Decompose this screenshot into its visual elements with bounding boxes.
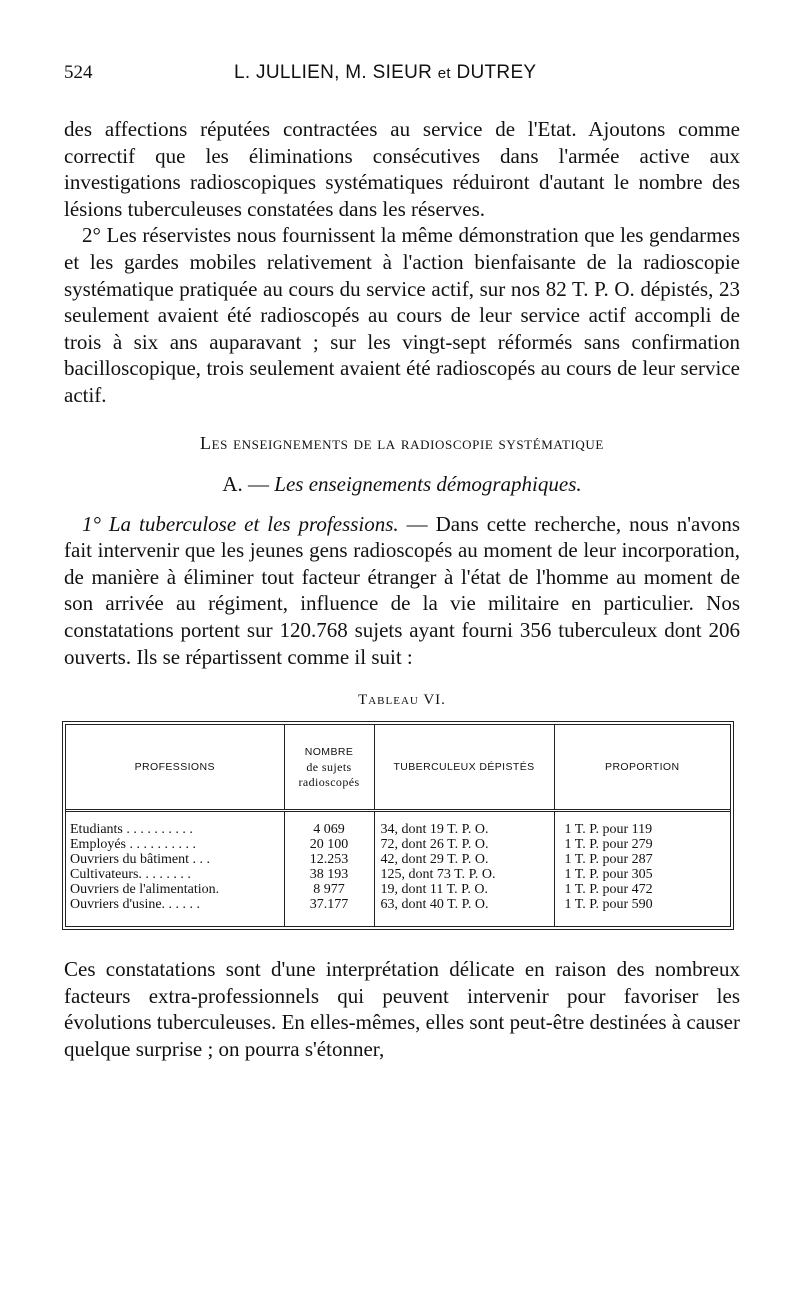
table-row (66, 882, 730, 897)
header-nombre (284, 725, 374, 811)
running-head (64, 62, 740, 92)
cell-proportion: 1 T. P. pour 305 (564, 867, 653, 883)
cell-nombre: 38 193 (284, 867, 374, 882)
table-row (66, 837, 730, 852)
subsection-prefix: A. — (222, 471, 275, 496)
section-title-text: Les enseignements de la radioscopie systématique (200, 432, 604, 453)
header-nombre-line3: radioscopés (298, 774, 360, 789)
professions-table (66, 725, 730, 926)
table-row (66, 852, 730, 867)
section-title (64, 433, 740, 454)
paragraph-3-text: — Dans cette recherche, nous n'avons fait intervenir que les jeunes gens radioscopés au moment de leur incorporation, de manière à éliminer tout facteur étranger à l'état de l'homme au moment de son arrivée au régiment, influence de la vie militaire en particulier. Nos constatations portent sur 120.768 sujets ayant fourni 356 tuberculeux dont 206 ouverts. Ils se répartissent comme il suit : (64, 511, 740, 669)
cell-proportion: 1 T. P. pour 119 (564, 822, 653, 838)
header-proportion: PROPORTION (554, 725, 730, 811)
table-row (66, 811, 730, 838)
cell-profession: Cultivateurs. . . . . . . . (66, 867, 284, 882)
cell-tuberculeux: 72, dont 26 T. P. O. (374, 837, 554, 852)
table-row (66, 867, 730, 882)
header-nombre-line1: NOMBRE (304, 745, 354, 758)
header-tuberculeux: TUBERCULEUX DÉPISTÉS (374, 725, 554, 811)
cell-nombre: 20 100 (284, 837, 374, 852)
table-header-row (66, 725, 730, 811)
paragraph-3 (64, 511, 740, 671)
paragraph-3-title: 1° La tuberculose et les professions. (82, 511, 399, 536)
cell-nombre: 8 977 (284, 882, 374, 897)
subsection-title (64, 472, 740, 497)
page-number: 524 (64, 62, 93, 83)
paragraph-4: Ces constatations sont d'une interprétation délicate en raison des nombreux facteurs extra-professionnels qui peuvent intervenir pour favoriser les évolutions tuberculeuses. En elles-mêmes, elles sont peut-être destinées à causer quelque surprise ; on pourra s'étonner, (64, 957, 740, 1061)
cell-profession: Ouvriers du bâtiment . . . (66, 852, 284, 867)
cell-proportion: 1 T. P. pour 279 (564, 837, 653, 853)
cell-profession: Ouvriers d'usine. . . . . . (66, 897, 284, 926)
cell-profession: Ouvriers de l'alimentation. (66, 882, 284, 897)
cell-profession: Etudiants . . . . . . . . . . (66, 811, 284, 838)
cell-tuberculeux: 125, dont 73 T. P. O. (374, 867, 554, 882)
cell-proportion: 1 T. P. pour 472 (564, 882, 653, 898)
cell-proportion: 1 T. P. pour 590 (564, 897, 653, 913)
cell-profession: Employés . . . . . . . . . . (66, 837, 284, 852)
subsection-title-text: Les enseignements démographiques. (274, 471, 582, 496)
authors-names: L. JULLIEN, M. SIEUR (234, 62, 433, 83)
cell-tuberculeux: 63, dont 40 T. P. O. (374, 897, 554, 926)
header-nombre-line2: de sujets (306, 759, 352, 774)
cell-tuberculeux: 42, dont 29 T. P. O. (374, 852, 554, 867)
page (64, 62, 740, 1062)
cell-tuberculeux: 19, dont 11 T. P. O. (374, 882, 554, 897)
authors-last: DUTREY (456, 62, 537, 83)
paragraph-1: des affections réputées contractées au service de l'Etat. Ajoutons comme correctif que les éliminations consécutives dans l'armée active aux investigations radioscopiques systématiques réduiront d'autant le nombre des lésions tuberculeuses constatées dans les réserves. (64, 117, 740, 221)
cell-tuberculeux: 34, dont 19 T. P. O. (374, 811, 554, 838)
table-caption-text: Tableau VI. (358, 692, 446, 709)
table-inner-frame (65, 724, 731, 927)
cell-proportion: 1 T. P. pour 287 (564, 852, 653, 868)
table-row (66, 897, 730, 926)
header-professions: PROFESSIONS (66, 725, 284, 811)
running-head-authors (234, 62, 536, 84)
cell-nombre: 12.253 (284, 852, 374, 867)
authors-et: et (437, 65, 451, 82)
table-frame (62, 721, 734, 930)
cell-nombre: 37.177 (284, 897, 374, 926)
paragraph-2: 2° Les réservistes nous fournissent la même démonstration que les gendarmes et les gardes mobiles relativement à l'action bienfaisante de la radioscopie systématique pratiquée au cours du service actif, sur nos 82 T. P. O. dépistés, 23 seulement avaient été radioscopés au cours de leur service actif accompli de trois à six ans auparavant ; sur les vingt-sept réformés sans confirmation bacilloscopique, trois seulement avaient été radioscopés au cours de leur service actif. (64, 223, 740, 407)
table-caption (64, 692, 740, 709)
cell-nombre: 4 069 (284, 811, 374, 838)
